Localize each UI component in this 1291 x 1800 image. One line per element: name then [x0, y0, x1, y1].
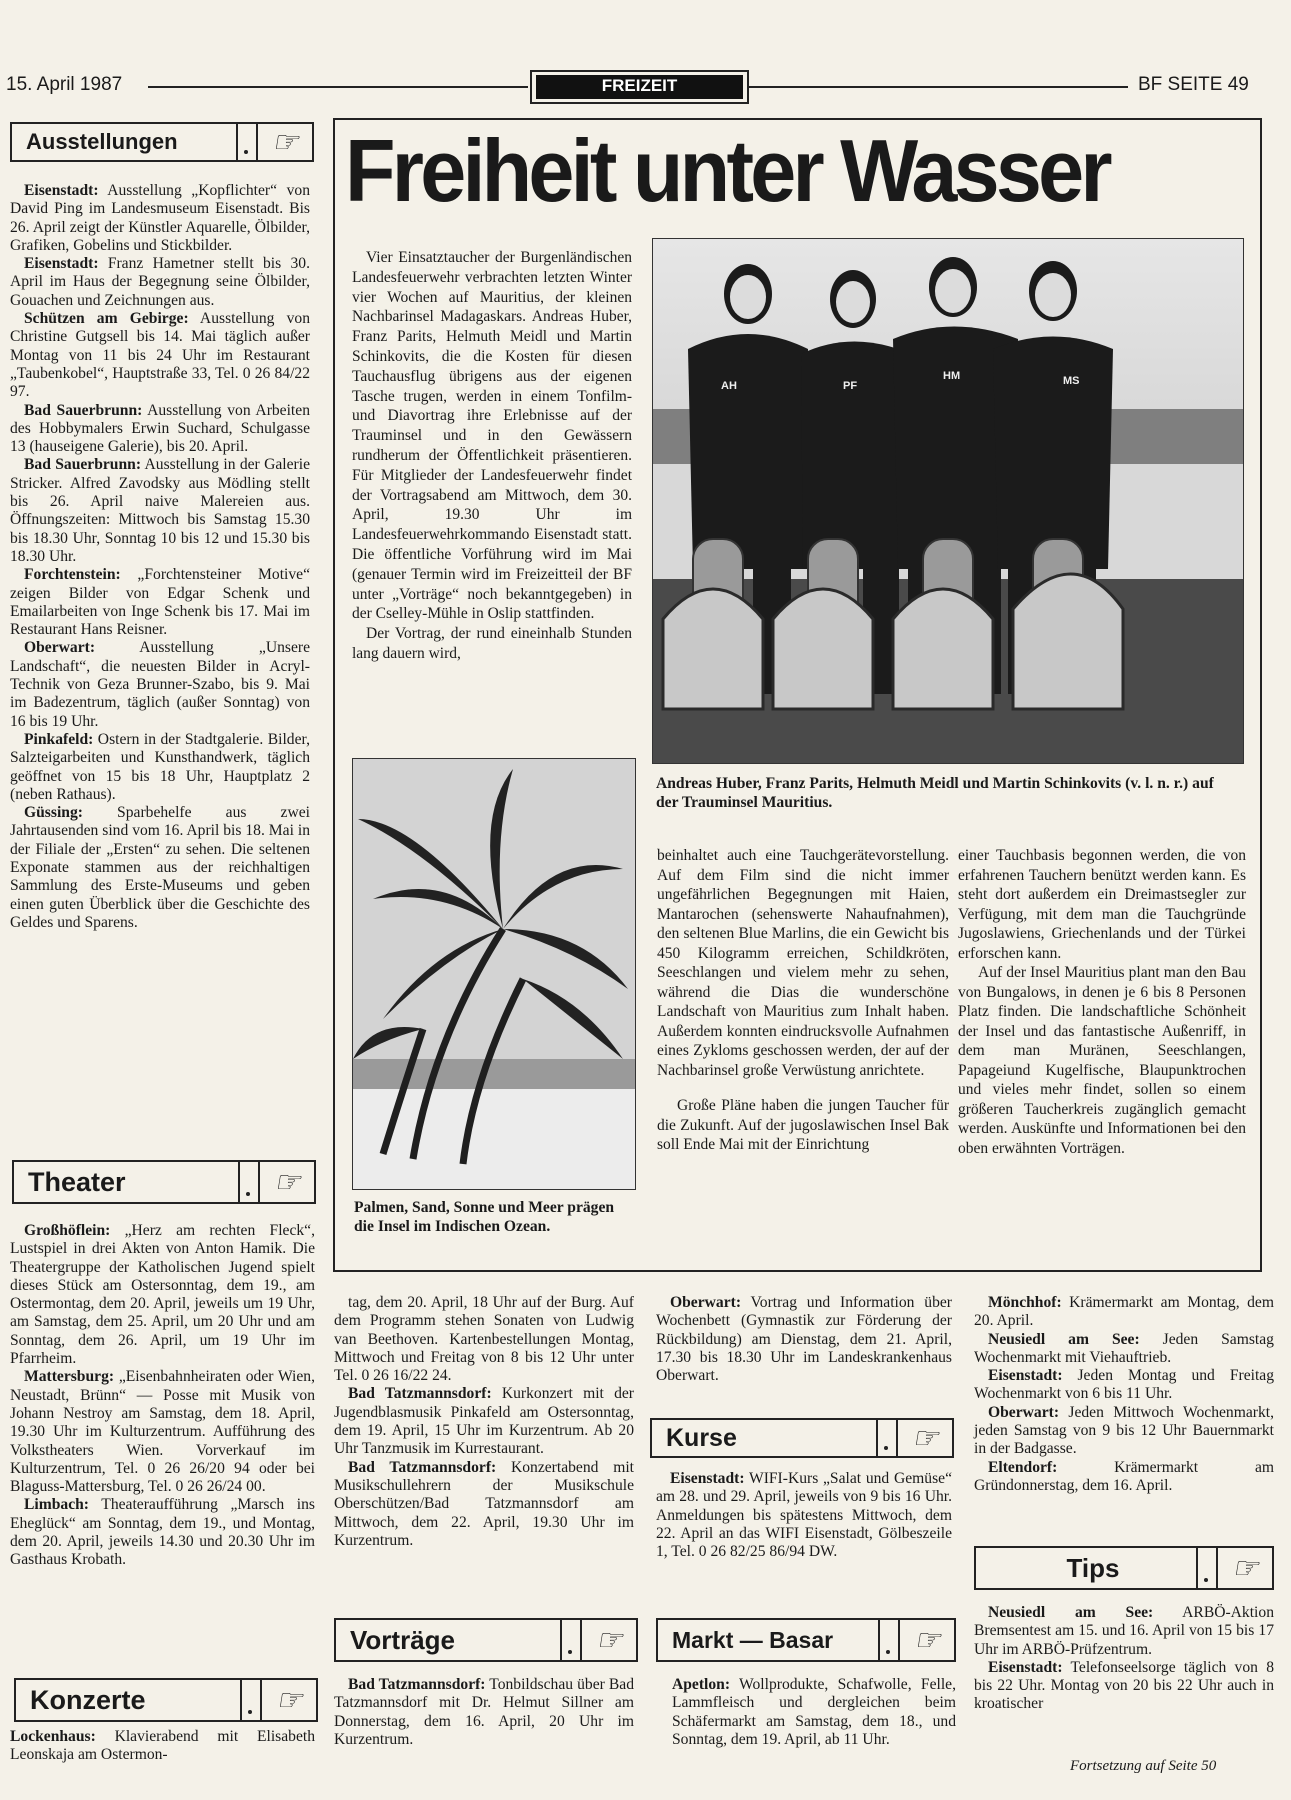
list-item — [334, 1294, 634, 1385]
place-name: Oberwart: — [24, 639, 96, 657]
article-headline: Freiheit unter Wasser — [345, 121, 1109, 220]
article-paragraph: Große Pläne haben die jungen Taucher für die Zukunft. Auf der jugoslawischen Insel Bak soll Ende Mai mit der Einrichtung — [657, 1097, 949, 1153]
list-item — [10, 1222, 315, 1368]
pointing-hand-icon: ☞ — [911, 1421, 939, 1455]
section-vortraege — [334, 1618, 638, 1662]
list-item — [656, 1470, 952, 1561]
list-item — [10, 1368, 315, 1496]
place-name: Eisenstadt: — [988, 1367, 1063, 1385]
place-name: Eisenstadt: — [24, 182, 99, 199]
section-dot — [236, 124, 258, 160]
item-text: Ausstellung „Kopflichter“ von David Ping im Landesmuseum Eisenstadt. Bis 26. April zeigt der Künstler Aquarelle, Ölbilder, Grafiken, Gobelins und Stickbilder. — [10, 182, 310, 254]
section-banner-label: FREIZEIT — [536, 75, 743, 99]
place-name: Neusiedl am See: — [988, 1604, 1154, 1621]
item-text: Ausstellung in der Galerie Stricker. Alfred Zavodsky aus Mödling stellt bis 26. April naive Malereien aus. Öffnungszeiten: Mittwoch bis Samstag 15.30 bis 18.30 Uhr, Sonntag 10 bis 12 und 15.30 bis 18.30 Uhr. — [10, 456, 310, 565]
section-theater-label: Theater — [28, 1166, 126, 1197]
section-tips — [974, 1546, 1274, 1590]
article-col3 — [958, 846, 1246, 1158]
place-name: Oberwart: — [670, 1294, 742, 1311]
konzerte-start — [10, 1728, 315, 1765]
place-name: Bad Sauerbrunn: — [24, 456, 142, 474]
list-item — [974, 1459, 1274, 1496]
section-markt-label: Markt — Basar — [672, 1626, 834, 1653]
list-item — [10, 1728, 315, 1765]
item-text: Franz Hametner stellt bis 30. April im Haus der Begegnung seine Ölbilder, Gouachen und Zeichnungen aus. — [10, 255, 310, 309]
item-text: Jeden Samstag Wochenmarkt mit Viehauftrieb. — [974, 1330, 1274, 1366]
list-item — [334, 1385, 634, 1458]
section-dot — [878, 1620, 900, 1660]
item-text: Jeden Montag und Freitag Wochenmarkt von 6 bis 11 Uhr. — [974, 1367, 1274, 1403]
divers-caption: Andreas Huber, Franz Parits, Helmuth Meidl und Martin Schinkovits (v. l. n. r.) auf der Trauminsel Mauritius. — [656, 775, 1214, 811]
list-item — [974, 1367, 1274, 1404]
place-name: Eisenstadt: — [670, 1470, 745, 1487]
item-text: Krämermarkt am Montag, dem 20. April. — [974, 1294, 1274, 1330]
shirt-initials: HM — [943, 370, 961, 382]
article-paragraph: Der Vortrag, der rund eineinhalb Stunden lang dauern wird, — [352, 625, 632, 662]
list-item — [974, 1604, 1274, 1659]
item-text: ARBÖ-Aktion Bremsentest am 15. und 16. April von 15 bis 17 Uhr im ARBÖ-Prüfzentrum. — [974, 1604, 1274, 1658]
header-rule-right — [748, 86, 1128, 88]
markt-col4-list — [974, 1294, 1274, 1495]
section-banner — [530, 70, 749, 104]
list-item — [10, 310, 310, 401]
item-text: tag, dem 20. April, 18 Uhr auf der Burg. Auf dem Programm stehen Sonaten von Ludwig van Beethoven. Kartenbestellungen Montag, Mittwoch und Freitag von 8 bis 12 Uhr unter Tel. 0 26 16/22 24. — [334, 1294, 634, 1385]
kurse-list — [656, 1470, 952, 1561]
section-vortraege-label: Vorträge — [350, 1624, 455, 1655]
item-text: Sparbehelfe aus zwei Jahrtausenden sind vom 16. April bis 18. Mai in der Filiale der „Ersten“ zu sehen. Die seltenen Exponate stammen aus der reichhaltigen Sammlung des Erste-Museums und geben einen guten Überblick über die Geschichte des Geldes und Sparens. — [10, 804, 310, 931]
list-item — [10, 731, 310, 804]
item-text: Telefonseelsorge täglich von 8 bis 22 Uhr. Montag von 20 bis 22 Uhr auch in kroatischer — [974, 1658, 1274, 1713]
pointing-hand-icon: ☞ — [273, 1165, 301, 1199]
vortraege-list — [334, 1676, 634, 1749]
place-name: Mönchhof: — [988, 1294, 1062, 1311]
tips-list — [974, 1604, 1274, 1714]
item-text: Ausstellung von Christine Gutgsell bis 14. Mai täglich außer Montag von 11 bis 24 Uhr im Restaurant „Taubenkobel“, Hauptstraße 33, Tel. 0 26 84/22 97. — [10, 310, 310, 401]
article-col2 — [657, 846, 949, 1155]
ausstellungen-list — [10, 182, 310, 932]
item-text: Krämermarkt am Gründonnerstag, dem 16. April. — [974, 1458, 1274, 1494]
continuation-note: Fortsetzung auf Seite 50 — [1070, 1758, 1217, 1774]
place-name: Eisenstadt: — [988, 1658, 1063, 1676]
list-item — [10, 402, 310, 457]
konzerte-cont-list — [334, 1294, 634, 1550]
pointing-hand-icon: ☞ — [1231, 1551, 1259, 1585]
item-text: „Forchtensteiner Motive“ zeigen Bilder von Edgar Schenk und Emailarbeiten von Inge Schenk bis 17. Mai im Restaurant Hans Reisner. — [10, 566, 310, 639]
place-name: Bad Tatzmannsdorf: — [348, 1676, 486, 1693]
place-name: Lockenhaus: — [10, 1728, 96, 1745]
section-dot — [560, 1620, 582, 1660]
markt-col3-list — [672, 1676, 956, 1749]
place-name: Güssing: — [24, 804, 83, 822]
pointing-hand-icon: ☞ — [271, 125, 299, 159]
article-paragraph: einer Tauchbasis begonnen werden, die von erfahrenen Tauchern benützt werden kann. Es steht dort außerdem ein Dreimastsegler zur Verfügung, mit dem man die Tauchgründe Jugoslawiens, Griechenlands und der Türkei erforschen kann. — [958, 847, 1246, 962]
list-item — [974, 1404, 1274, 1459]
article-paragraph: Auf der Insel Mauritius plant man den Bau von Bungalows, in denen je 6 bis 8 Personen Platz finden. Die landschaftliche Schönheit der Insel und das fantastische Außenriff, in dem man Muränen, Seeschlangen, Papageiund Kugelfische, Blaupunktrochen und vieles mehr findet, sollen so einem größeren Taucherkreis zugänglich gemacht werden. Auskünfte und Informationen bei den oben erwähnten Vorträgen. — [958, 964, 1246, 1157]
palms-caption: Palmen, Sand, Sonne und Meer prägen die Insel im Indischen Ozean. — [354, 1199, 615, 1235]
place-name: Limbach: — [24, 1496, 89, 1514]
section-dot — [1196, 1548, 1218, 1588]
place-name: Schützen am Gebirge: — [24, 310, 189, 328]
item-text: Theateraufführung „Marsch ins Eheglück“ am Sonntag, dem 19., und Montag, dem 20. April, jeweils 14.30 und 20.30 Uhr im Gasthaus Krobath. — [10, 1496, 315, 1569]
shirt-initials: AH — [721, 380, 737, 392]
section-ausstellungen — [10, 122, 314, 162]
list-item — [974, 1659, 1274, 1714]
item-text: Ausstellung von Arbeiten des Hobbymalers Erwin Suchard, Schulgasse 13 (hauseigene Galerie), bis 20. April. — [10, 401, 310, 456]
list-item — [656, 1294, 952, 1385]
pointing-hand-icon: ☞ — [913, 1623, 941, 1657]
item-text: „Eisenbahnheiraten oder Wien, Neustadt, Brünn“ — Posse mit Musik von Johann Nestroy am Samstag, dem 18. April, 19.30 Uhr im Kulturzentrum. Aufführung des Volkstheaters Wien. Vorverkauf im Kulturzentrum, Tel. 0 26 26/20 94 oder bei Blaguss-Mattersburg, Tel. 0 26 26/24 00. — [10, 1368, 315, 1496]
list-item — [974, 1294, 1274, 1331]
place-name: Pinkafeld: — [24, 730, 94, 748]
divers-photo — [652, 238, 1244, 764]
header-date: 15. April 1987 — [6, 74, 123, 95]
list-item — [10, 639, 310, 730]
item-text: Klavierabend mit Elisabeth Leonskaja am Ostermon- — [10, 1728, 315, 1764]
item-text: WIFI-Kurs „Salat und Gemüse“ am 28. und 29. April, jeweils von 9 bis 16 Uhr. Anmeldungen bis spätestens Mittwoch, dem 22. April an das WIFI Eisenstadt, Gölbeszeile 1, Tel. 0 26 82/25 86/94 DW. — [656, 1470, 952, 1561]
section-kurse — [650, 1418, 954, 1458]
theater-list — [10, 1222, 315, 1570]
list-item — [672, 1676, 956, 1749]
item-text: Vortrag und Information über Wochenbett (Gymnastik zur Förderung der Rückbildung) am Dienstag, dem 21. April, 17.30 bis 18.30 Uhr im Landeskrankenhaus Oberwart. — [656, 1294, 952, 1385]
section-dot — [238, 1162, 260, 1202]
divers-photo-svg — [653, 239, 1243, 763]
place-name: Bad Sauerbrunn: — [24, 401, 143, 419]
place-name: Eisenstadt: — [24, 255, 99, 273]
item-text: Ausstellung „Unsere Landschaft“, die neuesten Bilder in Acryl-Technik von Geza Brunner-Szabo, bis 9. Mai im Badezentrum, täglich (außer Sonntag) von 16 bis 19 Uhr. — [10, 639, 310, 730]
section-markt — [656, 1618, 956, 1662]
pointing-hand-icon: ☞ — [595, 1623, 623, 1657]
place-name: Apetlon: — [672, 1676, 731, 1693]
list-item — [10, 804, 310, 932]
article-col1 — [352, 248, 632, 664]
shirt-initials: MS — [1063, 375, 1080, 387]
palms-photo-svg — [353, 759, 635, 1189]
section-dot — [240, 1680, 262, 1720]
item-text: Tonbildschau über Bad Tatzmannsdorf mit Dr. Helmut Sillner am Donnerstag, dem 16. April, 20 Uhr im Kurzentrum. — [334, 1676, 634, 1748]
item-text: Jeden Mittwoch Wochenmarkt, jeden Samstag von 9 bis 12 Uhr Bauernmarkt in der Badgasse. — [974, 1403, 1274, 1458]
item-text: Konzertabend mit Musikschullehrern der Musikschule Oberschützen/Bad Tatzmannsdorf am Mittwoch, dem 22. April, 19.30 Uhr im Kurzentrum. — [334, 1458, 634, 1549]
list-item — [334, 1676, 634, 1749]
list-item — [10, 456, 310, 566]
list-item — [974, 1331, 1274, 1368]
place-name: Neusiedl am See: — [988, 1330, 1140, 1348]
item-text: „Herz am rechten Fleck“, Lustspiel in drei Akten von Anton Hamik. Die Theatergruppe der Katholischen Jugend spielt dieses Stück am Ostersonntag, dem 19., am Ostermontag, dem 20. April, jeweils um 19 Uhr, am Samstag, dem 25. April, um 20 Uhr und am Sonntag, dem 26. April, um 19 Uhr im Pfarrheim. — [10, 1222, 315, 1368]
section-theater — [12, 1160, 316, 1204]
place-name: Bad Tatzmannsdorf: — [348, 1385, 492, 1403]
place-name: Großhöflein: — [24, 1222, 111, 1239]
place-name: Mattersburg: — [24, 1368, 115, 1386]
place-name: Oberwart: — [988, 1403, 1060, 1421]
article-paragraph: Vier Einsatztaucher der Burgenländischen Landesfeuerwehr verbrachten letzten Winter vier Wochen auf Mauritius, der kleinen Nachbarinsel Madagaskars. Andreas Huber, Franz Parits, Helmuth Meidl und Martin Schinkovits, die die Kosten für diesen Tauchausflug übrigens aus der eigenen Tasche trugen, werden in einem Tonfilm- und Diavortrag ihre Erlebnisse auf der Trauminsel und in den Gewässern rundherum der Öffentlichkeit präsentieren. Für Mitglieder der Landesfeuerwehr findet der Vortragsabend am Mittwoch, dem 30. April, 19.30 Uhr im Landesfeuerwehrkommando Eisenstadt statt. Die öffentliche Vorführung wird im Mai (genauer Termin wird im Freizeitteil der BF unter „Vorträge“ noch bekanntgegeben) in der Cselley-Mühle in Oslip stattfinden. — [352, 249, 632, 623]
item-text: Wollprodukte, Schafwolle, Felle, Lammfleisch und dergleichen beim Schäfermarkt am Samstag, dem 18., und Sonntag, dem 19. April, ab 11 Uhr. — [672, 1676, 956, 1748]
list-item — [10, 255, 310, 310]
item-text: Ostern in der Stadtgalerie. Bilder, Salzteigarbeiten und Kunsthandwerk, täglich geöffnet von 15 bis 18 Uhr, Hauptplatz 2 (neben Rathaus). — [10, 730, 310, 803]
section-konzerte — [14, 1678, 318, 1722]
list-item — [10, 566, 310, 639]
section-konzerte-label: Konzerte — [30, 1684, 146, 1715]
item-text: Kurkonzert mit der Jugendblasmusik Pinkafeld am Ostersonntag, dem 19. April, 15 Uhr im Kurzentrum. Ab 20 Uhr Tanzmusik im Kurrestaurant. — [334, 1385, 634, 1458]
place-name: Eltendorf: — [988, 1458, 1058, 1476]
pointing-hand-icon: ☞ — [275, 1683, 303, 1717]
section-ausstellungen-label: Ausstellungen — [26, 129, 178, 154]
place-name: Bad Tatzmannsdorf: — [348, 1458, 497, 1476]
palms-photo — [352, 758, 636, 1190]
list-item — [10, 1496, 315, 1569]
header-page: BF SEITE 49 — [1138, 74, 1249, 95]
article-paragraph: beinhaltet auch eine Tauchgerätevorstellung. Auf dem Film sind die nicht immer ungefährlichen Begegnungen mit Haien, Mantarochen (sehenswerte Nahaufnahmen), den seltenen Blue Marlins, die ein Gewicht bis 450 Kilogramm erreichen, Schildkröten, Seeschlangen und vielem mehr zu sehen, während die Dias die wunderschöne Landschaft von Mauritius zum Inhalt haben. Außerdem konnten eindrucksvolle Aufnahmen eines Zykloms geschossen werden, der auf der Nachbarinsel große Verwüstung anrichtete. — [657, 847, 949, 1079]
section-tips-label: Tips — [1066, 1552, 1120, 1583]
section-dot — [876, 1420, 898, 1456]
place-name: Forchtenstein: — [24, 566, 121, 584]
shirt-initials: PF — [843, 380, 858, 392]
section-kurse-label: Kurse — [666, 1423, 737, 1452]
list-item — [10, 182, 310, 255]
header-rule-left — [148, 86, 528, 88]
list-item — [334, 1459, 634, 1550]
vortraege-col3-list — [656, 1294, 952, 1385]
